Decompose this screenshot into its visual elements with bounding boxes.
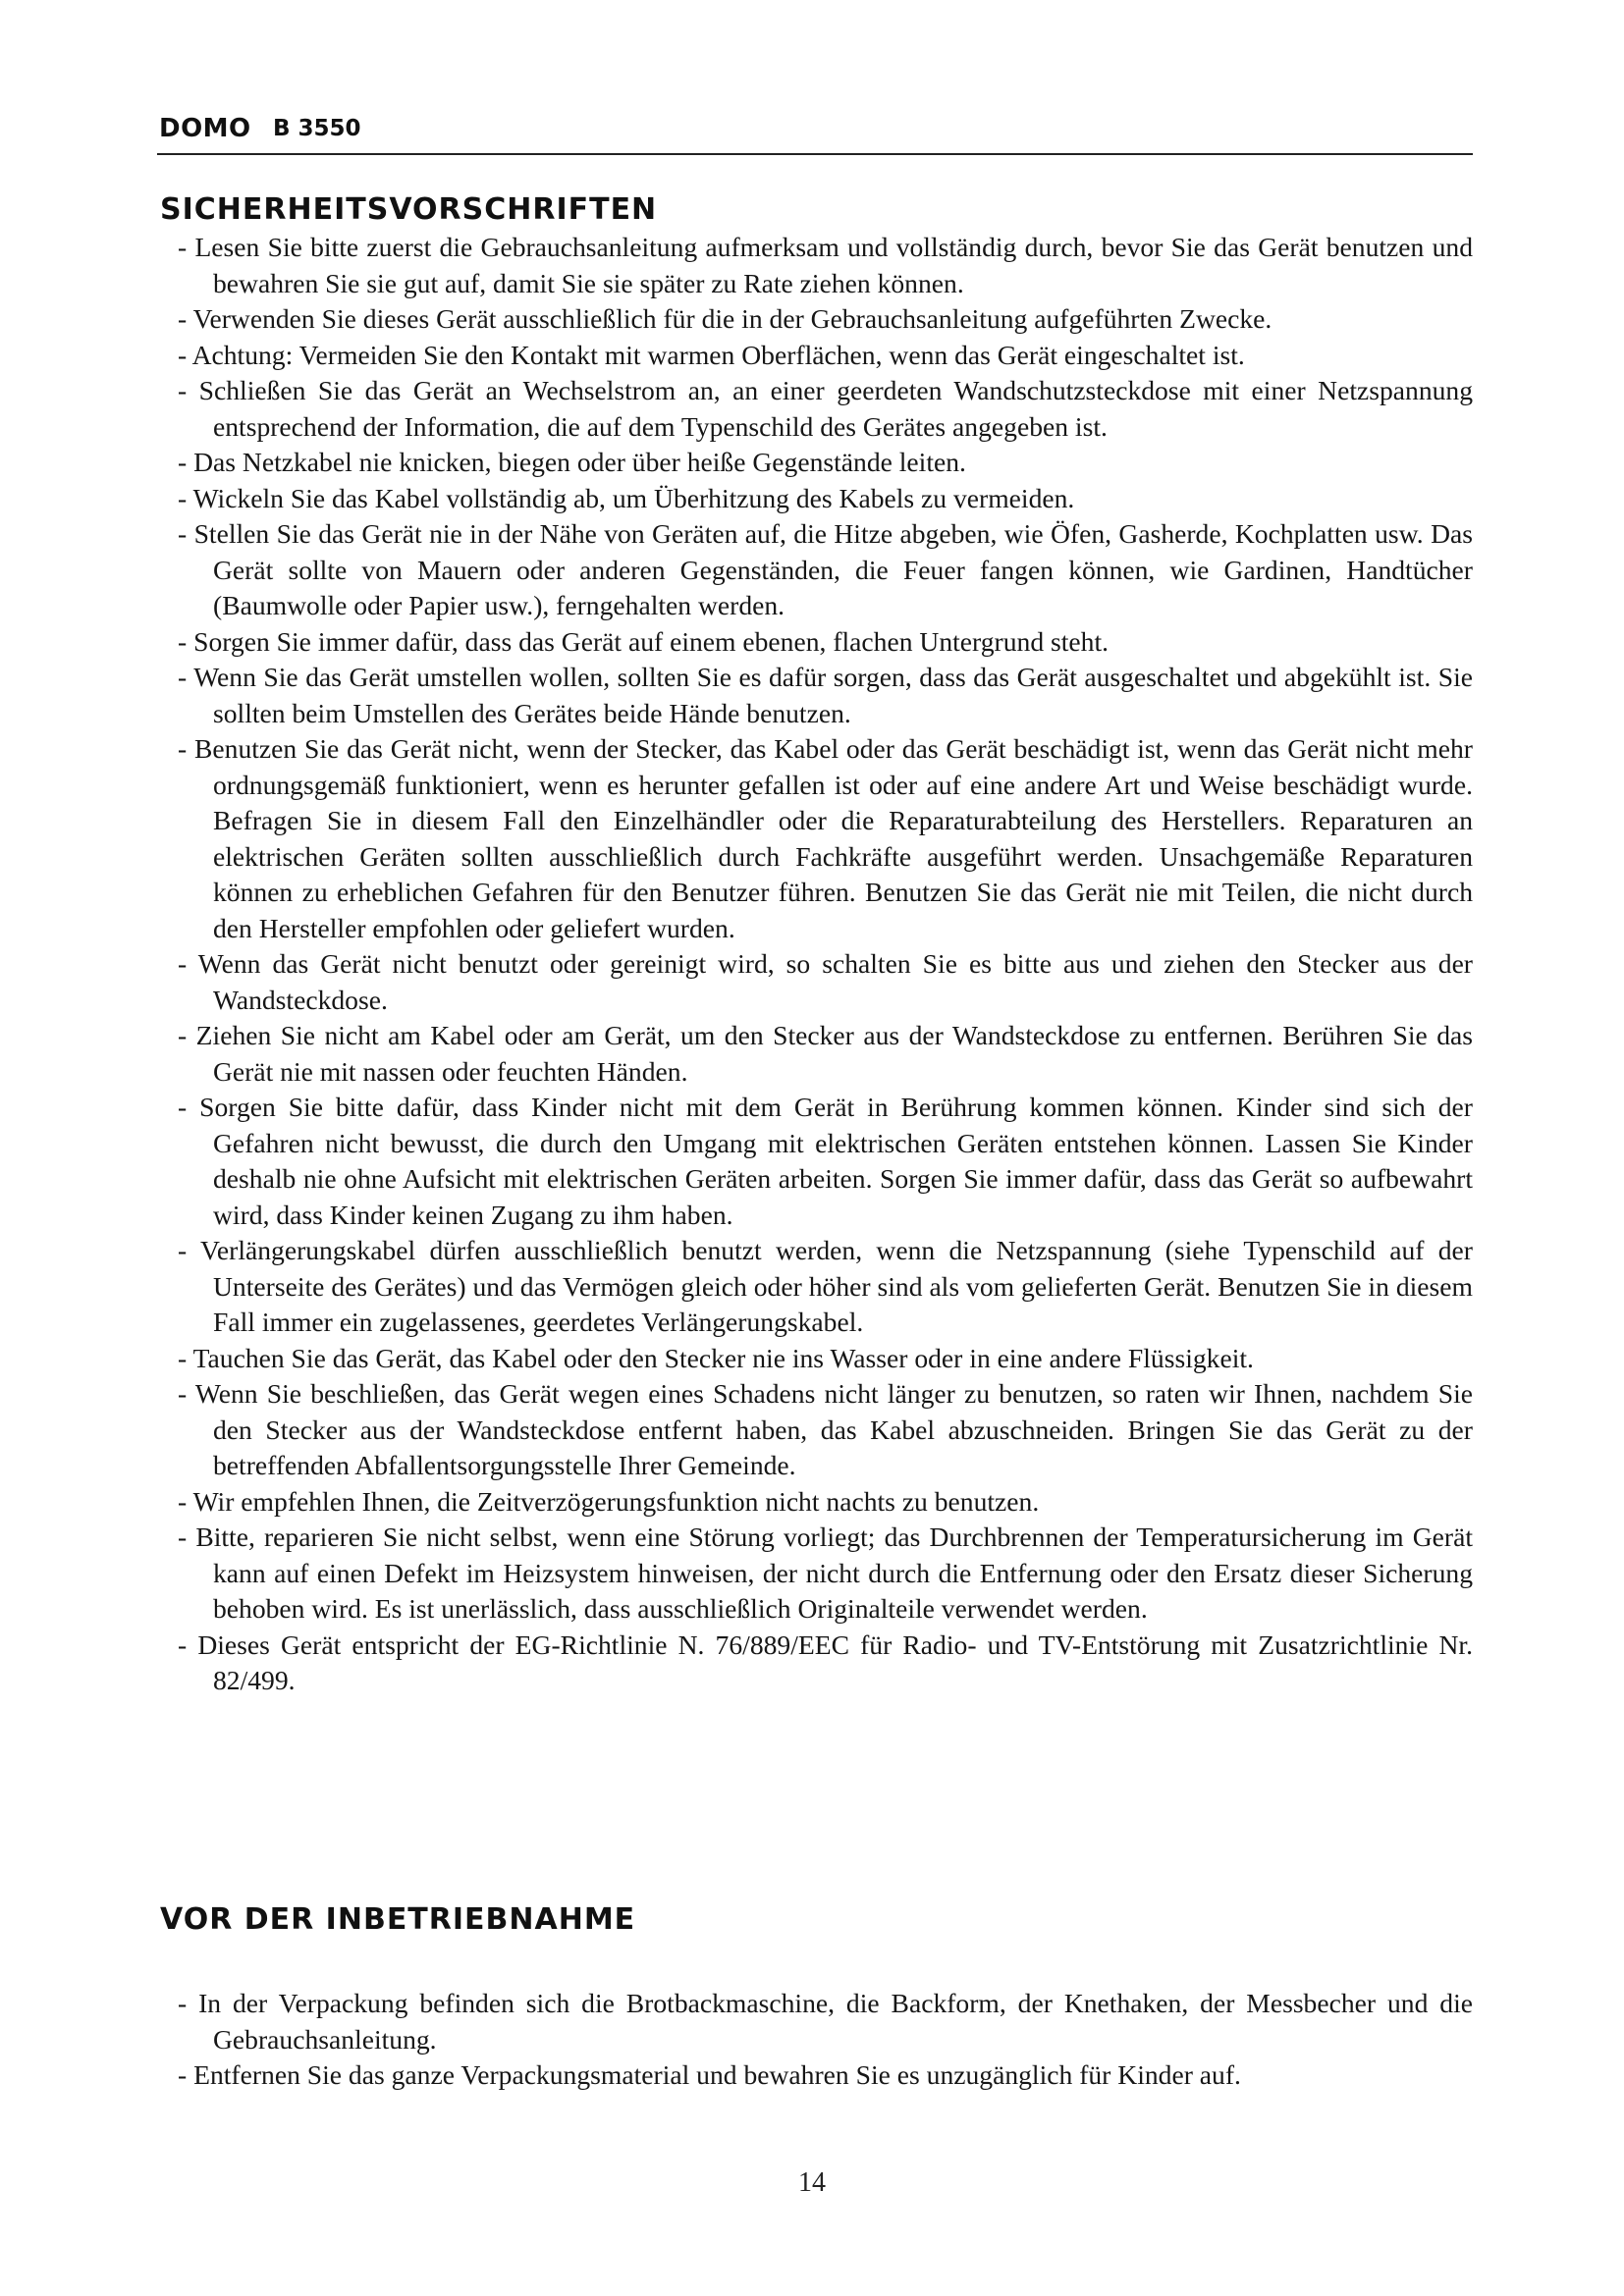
before-use-list [160,1986,1473,2094]
list-item: - Lesen Sie bitte zuerst die Gebrauchsanleitung aufmerksam und vollständig durch, bevor Sie das Gerät benutzen und bewahren Sie sie gut auf, damit Sie sie später zu Rate ziehen können. [160,230,1473,301]
list-item: - Das Netzkabel nie knicken, biegen oder über heiße Gegenstände leiten. [160,445,1473,481]
list-item: - Verlängerungskabel dürfen ausschließlich benutzt werden, wenn die Netzspannung (siehe Typenschild auf der Unterseite des Gerätes) und das Vermögen gleich oder höher sind als vom gelieferten Gerät. Benutzen Sie in diesem Fall immer ein zugelassenes, geerdetes Verlängerungskabel. [160,1233,1473,1341]
list-item: - Schließen Sie das Gerät an Wechselstrom an, an einer geerdeten Wandschutzsteckdose mit einer Netzspannung entsprechend der Information, die auf dem Typenschild des Gerätes angegeben ist. [160,373,1473,445]
list-item: - Wenn das Gerät nicht benutzt oder gereinigt wird, so schalten Sie es bitte aus und ziehen den Stecker aus der Wandsteckdose. [160,946,1473,1018]
list-item: - Wickeln Sie das Kabel vollständig ab, um Überhitzung des Kabels zu vermeiden. [160,481,1473,517]
brand-logo: DOMO [159,114,251,143]
model-number: B 3550 [273,116,361,141]
list-item: - Bitte, reparieren Sie nicht selbst, wenn eine Störung vorliegt; das Durchbrennen der Temperatursicherung im Gerät kann auf einen Defekt im Heizsystem hinweisen, der nicht durch die Entfernung oder den Ersatz dieser Sicherung behoben wird. Es ist unerlässlich, dass ausschließlich Originalteile verwendet werden. [160,1520,1473,1628]
list-item: - Sorgen Sie bitte dafür, dass Kinder nicht mit dem Gerät in Berührung kommen können. Kinder sind sich der Gefahren nicht bewusst, die durch den Umgang mit elektrischen Geräten entstehen können. Lassen Sie Kinder deshalb nie ohne Aufsicht mit elektrischen Geräten arbeiten. Sorgen Sie immer dafür, dass das Gerät so aufbewahrt wird, dass Kinder keinen Zugang zu ihm haben. [160,1090,1473,1233]
list-item: - Wenn Sie das Gerät umstellen wollen, sollten Sie es dafür sorgen, dass das Gerät ausgeschaltet und abgekühlt ist. Sie sollten beim Umstellen des Gerätes beide Hände benutzen. [160,660,1473,731]
list-item: - Sorgen Sie immer dafür, dass das Gerät auf einem ebenen, flachen Untergrund steht. [160,624,1473,661]
list-item: - Ziehen Sie nicht am Kabel oder am Gerät, um den Stecker aus der Wandsteckdose zu entfernen. Berühren Sie das Gerät nie mit nassen oder feuchten Händen. [160,1018,1473,1090]
list-item: - Dieses Gerät entspricht der EG-Richtlinie N. 76/889/EEC für Radio- und TV-Entstörung mit Zusatzrichtlinie Nr. 82/499. [160,1628,1473,1699]
safety-instructions-list [160,230,1473,1699]
list-item: - In der Verpackung befinden sich die Brotbackmaschine, die Backform, der Knethaken, der Messbecher und die Gebrauchsanleitung. [160,1986,1473,2057]
list-item: - Verwenden Sie dieses Gerät ausschließlich für die in der Gebrauchsanleitung aufgeführten Zwecke. [160,301,1473,338]
list-item: - Benutzen Sie das Gerät nicht, wenn der Stecker, das Kabel oder das Gerät beschädigt ist, wenn das Gerät nicht mehr ordnungsgemäß funktioniert, wenn es herunter gefallen ist oder auf eine andere Art und Weise beschädigt wurde. Befragen Sie in diesem Fall den Einzelhändler oder die Reparaturabteilung des Herstellers. Reparaturen an elektrischen Geräten sollten ausschließlich durch Fachkräfte ausgeführt werden. Unsachgemäße Reparaturen können zu erheblichen Gefahren für den Benutzer führen. Benutzen Sie das Gerät nie mit Teilen, die nicht durch den Hersteller empfohlen oder geliefert wurden. [160,731,1473,946]
list-item: - Wenn Sie beschließen, das Gerät wegen eines Schadens nicht länger zu benutzen, so raten wir Ihnen, nachdem Sie den Stecker aus der Wandsteckdose entfernt haben, das Kabel abzuschneiden. Bringen Sie das Gerät zu der betreffenden Abfallentsorgungsstelle Ihrer Gemeinde. [160,1376,1473,1484]
page-header [157,106,1473,155]
section-title-before-use: VOR DER INBETRIEBNAHME [160,1902,636,1937]
section-title-safety: SICHERHEITSVORSCHRIFTEN [160,192,658,227]
list-item: - Tauchen Sie das Gerät, das Kabel oder den Stecker nie ins Wasser oder in eine andere Flüssigkeit. [160,1341,1473,1377]
list-item: - Entfernen Sie das ganze Verpackungsmaterial und bewahren Sie es unzugänglich für Kinder auf. [160,2057,1473,2094]
list-item: - Stellen Sie das Gerät nie in der Nähe von Geräten auf, die Hitze abgeben, wie Öfen, Gasherde, Kochplatten usw. Das Gerät sollte von Mauern oder anderen Gegenständen, die Feuer fangen können, wie Gardinen, Handtücher (Baumwolle oder Papier usw.), ferngehalten werden. [160,516,1473,624]
list-item: - Wir empfehlen Ihnen, die Zeitverzögerungsfunktion nicht nachts zu benutzen. [160,1484,1473,1521]
page-number: 14 [798,2167,826,2198]
list-item: - Achtung: Vermeiden Sie den Kontakt mit warmen Oberflächen, wenn das Gerät eingeschaltet ist. [160,338,1473,374]
